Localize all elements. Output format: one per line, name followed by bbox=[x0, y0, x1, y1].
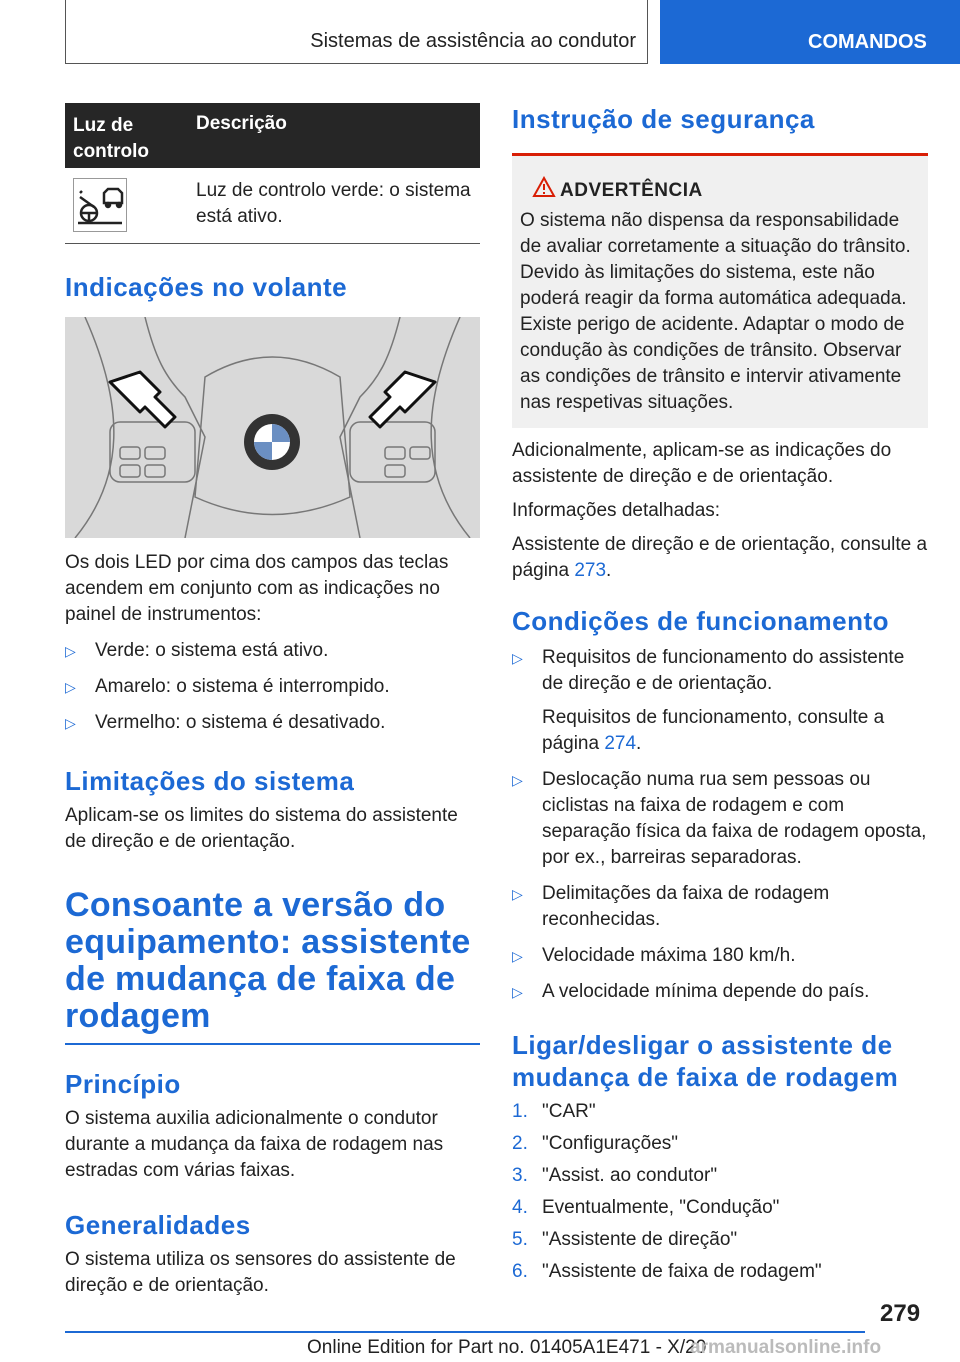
table-row bbox=[65, 168, 480, 244]
triangle-bullet-icon: ▷ bbox=[512, 772, 523, 788]
table-col-description: Descrição bbox=[196, 113, 287, 134]
list-item: ▷ Deslocação numa rua sem pessoas ou ciclistas na faixa de rodagem e com separação física da faixa de rodagem oposta, por ex., barreiras separadoras. bbox=[512, 769, 927, 868]
paragraph-reference: Assistente de direção e de orientação, consulte a página 273. bbox=[512, 534, 928, 581]
list-item: ▷ Delimitações da faixa de rodagem reconhecidas. bbox=[512, 883, 830, 930]
list-item: 4. Eventualmente, "Condução" bbox=[512, 1197, 780, 1218]
paragraph-generalidades: O sistema utiliza os sensores do assistente de direção e de orientação. bbox=[65, 1249, 456, 1296]
list-steps bbox=[512, 1099, 928, 1285]
page-link-273[interactable]: 273 bbox=[574, 560, 607, 581]
list-item: 1. "CAR" bbox=[512, 1101, 596, 1122]
table-col-control-light: Luz de controlo bbox=[73, 115, 149, 162]
heading-condicoes: Condições de funcionamento bbox=[512, 606, 890, 636]
heading-limitacoes: Limitações do sistema bbox=[65, 766, 355, 796]
list-item: ▷ A velocidade mínima depende do país. bbox=[512, 979, 928, 1005]
paragraph-info: Informações detalhadas: bbox=[512, 500, 721, 521]
footer-divider bbox=[65, 1331, 865, 1333]
triangle-bullet-icon: ▷ bbox=[65, 679, 76, 695]
heading-generalidades: Generalidades bbox=[65, 1210, 251, 1240]
footer-watermark: armanualsonline.info bbox=[690, 1337, 882, 1358]
warning-text: O sistema não dispensa da responsabilidade de avaliar corretamente a situação do trânsito. Devido às limitações do sistema, este não poderá reagir da forma automática adequada. Existe perigo de acidente. Adaptar o modo de condução às condições de trânsito. Observar as condições de trânsito e intervir ativamente nas respetivas situações. bbox=[520, 210, 911, 413]
header-chapter-label: COMANDOS bbox=[808, 31, 927, 53]
footer-edition: Online Edition for Part no. 01405A1E471 - X/20 bbox=[307, 1337, 707, 1358]
paragraph-principio: O sistema auxilia adicionalmente o condutor durante a mudança da faixa de rodagem nas estradas com várias faixas. bbox=[65, 1108, 444, 1181]
triangle-bullet-icon: ▷ bbox=[512, 984, 523, 1000]
heading-seguranca: Instrução de segurança bbox=[512, 104, 815, 134]
heading-lane-change-assistant: Consoante a versão do equipamento: assistente de mudança de faixa de rodagem bbox=[65, 887, 480, 1045]
triangle-bullet-icon: ▷ bbox=[512, 948, 523, 964]
triangle-bullet-icon: ▷ bbox=[512, 650, 523, 666]
header-section-title: Sistemas de assistência ao condutor bbox=[310, 30, 636, 52]
list-item: 2. "Configurações" bbox=[512, 1133, 679, 1154]
steering-wheel-illustration bbox=[65, 317, 480, 538]
left-column bbox=[65, 103, 480, 1299]
list-item: ▷ Amarelo: o sistema é interrompido. bbox=[65, 674, 480, 700]
page-link-274[interactable]: 274 bbox=[604, 733, 637, 754]
list-item: 6. "Assistente de faixa de rodagem" bbox=[512, 1261, 822, 1282]
lane-assist-indicator-icon bbox=[73, 178, 127, 232]
warning-title: ADVERTÊNCIA bbox=[520, 180, 920, 202]
list-item: ▷ Velocidade máxima 180 km/h. bbox=[512, 943, 928, 969]
list-indicators bbox=[65, 638, 480, 736]
paragraph-adicional: Adicionalmente, aplicam-se as indicações do assistente de direção e de orientação. bbox=[512, 440, 892, 487]
warning-box bbox=[512, 153, 928, 428]
list-item: 5. "Assistente de direção" bbox=[512, 1229, 738, 1250]
triangle-bullet-icon: ▷ bbox=[65, 643, 76, 659]
table-header bbox=[65, 103, 480, 168]
list-item: ▷ Requisitos de funcionamento do assistente de direção e de orientação. Requisitos de funcionamento, consulte a página 274. bbox=[512, 645, 928, 757]
paragraph-limitacoes: Aplicam-se os limites do sistema do assistente de direção e de orientação. bbox=[65, 805, 458, 852]
list-conditions bbox=[512, 645, 928, 1005]
right-column bbox=[512, 100, 928, 1285]
table-cell-description: Luz de controlo verde: o sistema está ativo. bbox=[196, 180, 471, 227]
heading-indicacoes: Indicações no volante bbox=[65, 272, 348, 302]
paragraph-led: Os dois LED por cima dos campos das teclas acendem em conjunto com as indicações no painel de instrumentos: bbox=[65, 552, 449, 625]
page-number: 279 bbox=[880, 1300, 921, 1327]
list-item-sub: Requisitos de funcionamento, consulte a página 274. bbox=[542, 707, 885, 754]
warning-triangle-icon bbox=[532, 176, 556, 204]
triangle-bullet-icon: ▷ bbox=[65, 715, 76, 731]
heading-ligar-desligar: Ligar/desligar o assistente de mudança de faixa de rodagem bbox=[512, 1030, 899, 1092]
list-item: 3. "Assist. ao condutor" bbox=[512, 1165, 718, 1186]
triangle-bullet-icon: ▷ bbox=[512, 886, 523, 902]
list-item: ▷ Verde: o sistema está ativo. bbox=[65, 638, 480, 664]
heading-principio: Princípio bbox=[65, 1069, 181, 1099]
list-item: ▷ Vermelho: o sistema é desativado. bbox=[65, 710, 480, 736]
